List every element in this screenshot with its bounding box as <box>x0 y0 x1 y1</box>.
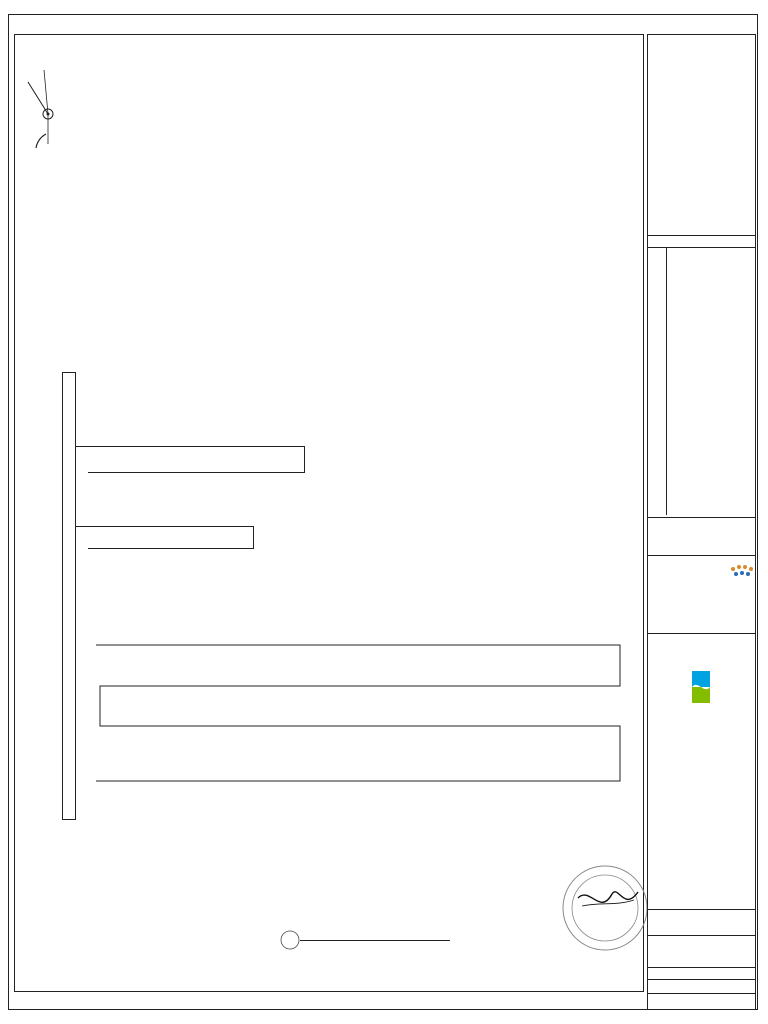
aramco-logo-icon <box>686 669 716 705</box>
section-marker-icon <box>278 922 302 962</box>
drawing-area <box>14 34 644 992</box>
nac1-end-wire <box>253 526 254 549</box>
nac2-top-wire <box>75 446 305 447</box>
engineer-stamp-icon <box>560 846 650 970</box>
nac1-bottom-wire <box>88 548 253 549</box>
nac1-top-wire <box>75 526 253 527</box>
title-underline <box>300 940 450 941</box>
facp-panel-labels <box>24 378 76 818</box>
mmh-logo-icon <box>728 563 754 585</box>
nac2-bottom-wire <box>88 472 304 473</box>
north-arrow-icon <box>18 64 88 164</box>
nac2-end-wire <box>304 446 305 473</box>
title-block <box>647 34 756 1010</box>
notes-body <box>656 47 752 257</box>
